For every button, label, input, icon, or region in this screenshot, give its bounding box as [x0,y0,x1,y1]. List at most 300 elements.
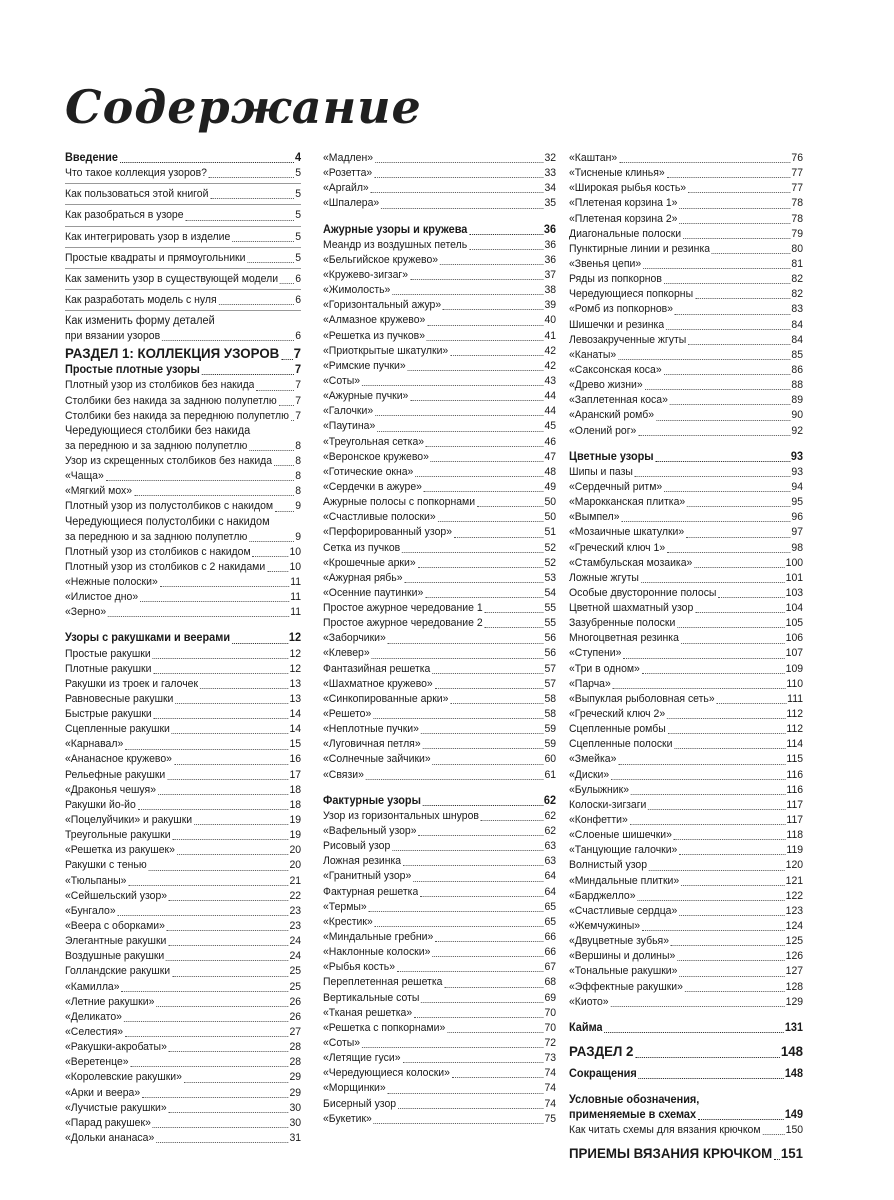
toc-entry[interactable] [323,677,556,692]
toc-entry[interactable] [323,662,556,677]
toc-section-heading[interactable] [569,1067,803,1082]
toc-entry[interactable] [323,389,556,404]
toc-entry[interactable] [323,824,556,839]
dot-leader [371,192,544,193]
toc-entry[interactable] [65,889,301,904]
toc-entry[interactable] [569,424,803,439]
toc-entry[interactable] [323,737,556,752]
toc-entry[interactable] [65,753,301,768]
toc-entry-title: «Звенья цепи» [569,257,642,270]
toc-entry[interactable] [65,230,301,245]
toc-entry[interactable] [323,525,556,540]
toc-entry[interactable] [323,571,556,586]
toc-entry-title: «Дольки ананаса» [65,1132,155,1144]
toc-entry[interactable] [65,166,301,181]
toc-entry[interactable] [569,272,803,287]
toc-entry[interactable] [65,980,301,995]
toc-section-heading[interactable] [569,1108,803,1123]
toc-entry[interactable] [569,995,803,1010]
toc-entry[interactable] [323,692,556,707]
toc-entry[interactable] [569,586,803,601]
toc-entry-title: «Готические окна» [323,465,414,478]
toc-entry[interactable] [569,904,803,919]
toc-entry[interactable] [569,166,803,181]
toc-entry[interactable] [569,707,803,722]
toc-entry[interactable] [569,181,803,196]
toc-entry-title: Как интегрировать узор в изделие [65,230,231,243]
dot-leader [611,779,785,780]
dot-leader [619,162,790,163]
toc-entry[interactable] [323,1066,556,1081]
toc-entry-title: «Решетка с попкорнами» [323,1021,446,1034]
toc-page-number: 128 [785,980,804,993]
toc-section-heading[interactable] [569,450,803,465]
toc-page-number: 10 [289,560,302,573]
toc-entry[interactable] [569,737,803,752]
toc-entry[interactable] [65,409,301,424]
toc-entry[interactable] [323,839,556,854]
toc-entry[interactable] [65,469,301,484]
toc-page-number: 74 [544,1067,557,1080]
toc-entry[interactable] [65,737,301,752]
toc-entry[interactable] [569,408,803,423]
dot-leader [618,764,785,765]
toc-entry[interactable] [569,677,803,692]
toc-entry[interactable] [65,722,301,737]
toc-entry[interactable] [65,707,301,722]
toc-entry-title: Узор из скрещенных столбиков без накида [65,454,273,467]
toc-entry[interactable] [323,374,556,389]
dot-leader [374,1123,544,1124]
toc-entry[interactable] [323,283,556,298]
toc-entry[interactable] [323,1051,556,1066]
toc-entry[interactable] [323,930,556,945]
toc-entry[interactable] [65,439,301,454]
toc-entry-line: Чередующиеся полустолбики с накидом [65,515,270,528]
toc-entry[interactable] [569,227,803,242]
toc-entry[interactable] [65,454,301,469]
toc-entry[interactable] [569,510,803,525]
toc-entry[interactable] [569,631,803,646]
toc-entry[interactable] [323,1097,556,1112]
dot-leader [649,870,785,871]
toc-page-number: 39 [544,299,557,312]
toc-entry[interactable] [569,647,803,662]
toc-entry[interactable] [65,208,301,223]
toc-entry[interactable] [323,329,556,344]
toc-entry[interactable] [323,900,556,915]
toc-entry[interactable] [323,768,556,783]
dot-leader [687,506,790,507]
toc-entry[interactable] [569,318,803,333]
toc-entry-title: РАЗДЕЛ 2 [569,1043,634,1060]
toc-entry[interactable] [323,465,556,480]
toc-entry[interactable] [323,359,556,374]
toc-entry[interactable] [323,151,556,166]
toc-entry[interactable] [65,251,301,266]
toc-entry[interactable] [65,272,301,287]
toc-entry[interactable] [569,798,803,813]
toc-entry-title: Цветной шахматный узор [569,602,694,615]
toc-entry[interactable] [323,253,556,268]
toc-page-number: 28 [289,1056,302,1069]
toc-spacer [569,1082,803,1093]
toc-page-number: 121 [785,874,804,887]
toc-entry[interactable] [65,1010,301,1025]
toc-entry[interactable] [323,854,556,869]
toc-entry[interactable] [323,181,556,196]
toc-entry-title: «Наклонные колоски» [323,946,431,959]
toc-entry[interactable] [323,1006,556,1021]
toc-entry[interactable] [569,465,803,480]
toc-entry[interactable] [65,575,301,590]
toc-entry[interactable] [569,752,803,767]
toc-page-number: 125 [785,935,804,948]
toc-entry[interactable] [323,268,556,283]
toc-entry[interactable] [65,1101,301,1116]
toc-entry[interactable] [65,843,301,858]
dot-leader [375,926,544,927]
toc-entry-title: «Синкопированные арки» [323,692,449,705]
toc-section-heading[interactable] [65,151,301,166]
toc-entry[interactable] [569,257,803,272]
toc-entry[interactable] [323,631,556,646]
toc-entry[interactable] [323,752,556,767]
toc-entry[interactable] [65,530,301,545]
toc-entry-title: Столбики без накида за переднюю полупетлю [65,409,289,422]
toc-entry[interactable] [65,874,301,889]
toc-entry[interactable] [569,525,803,540]
toc-entry-title: «Олений рог» [569,424,637,437]
toc-entry-title: Элегантные ракушки [65,935,167,948]
toc-entry[interactable] [323,722,556,737]
toc-page-number: 8 [295,439,302,452]
toc-page-number: 66 [544,931,557,944]
toc-entry[interactable] [323,616,556,631]
toc-entry[interactable] [323,707,556,722]
toc-entry-title: «Греческий ключ 2» [569,708,666,721]
toc-page-number: 4 [294,151,302,164]
toc-entry[interactable] [323,869,556,884]
toc-entry[interactable] [65,692,301,707]
dot-leader [667,177,791,178]
toc-entry-title: «Перфорированный узор» [323,526,453,539]
toc-entry[interactable] [569,196,803,211]
dot-leader [642,673,785,674]
toc-entry-title: применяемые в схемах [569,1109,697,1122]
toc-entry[interactable] [65,813,301,828]
toc-entry-title: «Кружево-зигзаг» [323,268,409,281]
toc-entry[interactable] [569,874,803,889]
dot-leader [443,309,543,310]
toc-page-number: 62 [543,794,557,807]
toc-entry[interactable] [65,934,301,949]
toc-page-number: 131 [784,1021,804,1034]
dot-leader [450,703,543,704]
toc-entry[interactable] [323,1021,556,1036]
toc-entry[interactable] [65,1116,301,1131]
toc-entry[interactable] [65,1070,301,1085]
toc-entry[interactable] [65,828,301,843]
toc-entry[interactable] [569,858,803,873]
toc-entry[interactable] [569,934,803,949]
toc-page-number: 75 [544,1112,557,1125]
toc-entry[interactable] [65,783,301,798]
toc-page-number: 21 [289,874,302,887]
toc-entry[interactable] [65,647,301,662]
toc-entry-title: «Плетеная корзина 2» [569,212,678,225]
dot-leader [485,627,544,628]
toc-entry[interactable] [569,302,803,317]
toc-entry[interactable] [569,363,803,378]
toc-entry[interactable] [323,809,556,824]
toc-entry[interactable] [323,510,556,525]
toc-column-1 [65,151,301,1146]
toc-page-number: 54 [544,586,557,599]
dot-leader [630,824,786,825]
toc-entry[interactable] [323,404,556,419]
toc-page-number: 9 [295,530,302,543]
toc-entry-title: «Ракушки-акробаты» [65,1041,167,1054]
toc-page-number: 118 [786,829,804,842]
toc-page-number: 96 [791,511,804,524]
toc-entry[interactable] [569,287,803,302]
dot-leader [392,850,543,851]
toc-entry-title: Простые плотные узоры [65,364,200,377]
toc-section-heading[interactable] [569,1144,803,1163]
toc-entry[interactable] [65,1040,301,1055]
toc-section-heading[interactable] [65,363,301,378]
toc-page-number: 59 [544,723,557,736]
divider [65,183,301,184]
toc-entry[interactable] [569,495,803,510]
toc-entry-title: Колоски-зигзаги [569,798,647,811]
toc-entry[interactable] [323,166,556,181]
toc-entry[interactable] [323,1112,556,1127]
toc-page-number: 23 [289,904,302,917]
toc-entry[interactable] [323,1081,556,1096]
toc-entry[interactable] [323,313,556,328]
toc-entry-title: Узор из горизонтальных шнуров [323,809,479,822]
toc-entry-title: «Мозаичные шкатулки» [569,526,685,539]
toc-entry[interactable] [323,945,556,960]
toc-section-heading[interactable] [323,794,556,809]
toc-section-heading[interactable] [569,1021,803,1036]
dot-leader [108,616,289,617]
dot-leader [432,956,543,957]
toc-entry[interactable] [65,545,301,560]
toc-entry[interactable] [569,151,803,166]
toc-entry-title: «Солнечные зайчики» [323,753,431,766]
toc-entry[interactable] [65,949,301,964]
toc-page-number: 11 [290,591,302,604]
toc-entry-title: «Гранитный узор» [323,870,412,883]
toc-entry[interactable] [569,378,803,393]
toc-entry[interactable] [323,344,556,359]
toc-entry[interactable] [569,348,803,363]
toc-entry-title: РАЗДЕЛ 1: КОЛЛЕКЦИЯ УЗОРОВ [65,345,280,362]
toc-entry[interactable] [569,843,803,858]
toc-entry[interactable] [323,480,556,495]
toc-entry[interactable] [65,662,301,677]
toc-entry[interactable] [65,995,301,1010]
dot-leader [172,733,289,734]
toc-entry[interactable] [65,798,301,813]
toc-entry[interactable] [569,813,803,828]
toc-entry-title: «Термы» [323,900,367,913]
toc-page-number: 11 [290,606,302,619]
toc-entry[interactable] [65,1055,301,1070]
toc-entry[interactable] [569,662,803,677]
toc-entry[interactable] [569,828,803,843]
toc-entry[interactable] [65,187,301,202]
toc-entry[interactable] [65,499,301,514]
toc-page-number: 9 [295,500,302,513]
dot-leader [683,238,790,239]
toc-page-number: 63 [544,840,557,853]
toc-entry[interactable] [323,419,556,434]
toc-entry-title: «Ажурные пучки» [323,390,409,403]
toc-entry[interactable] [569,722,803,737]
toc-entry[interactable] [323,541,556,556]
toc-entry[interactable] [569,919,803,934]
dot-leader [172,839,288,840]
toc-page-number: 44 [544,390,557,403]
dot-leader [426,446,543,447]
toc-entry-title: «Соты» [323,1037,361,1049]
toc-entry[interactable] [569,601,803,616]
toc-column-3 [569,151,803,1163]
toc-entry[interactable] [569,333,803,348]
toc-entry[interactable] [65,329,301,344]
toc-entry[interactable] [65,1025,301,1040]
toc-entry[interactable] [323,435,556,450]
toc-entry[interactable] [323,298,556,313]
toc-page-number: 58 [544,708,557,721]
toc-entry[interactable] [569,571,803,586]
toc-section-heading[interactable] [65,631,301,646]
toc-entry[interactable] [569,556,803,571]
dot-leader [667,718,785,719]
toc-entry[interactable] [569,480,803,495]
toc-page-number: 116 [786,768,804,781]
toc-entry[interactable] [569,1123,803,1138]
toc-entry[interactable] [65,1131,301,1146]
dot-leader [172,976,288,977]
toc-entry[interactable] [323,238,556,253]
toc-entry[interactable] [569,541,803,556]
toc-entry[interactable] [569,949,803,964]
toc-entry-title: «Аранский ромб» [569,409,655,422]
toc-page-number: 104 [785,602,804,615]
toc-entry[interactable] [569,242,803,257]
toc-section-heading[interactable] [323,223,556,238]
toc-entry[interactable] [323,1036,556,1051]
toc-entry[interactable] [65,1086,301,1101]
dot-leader [438,521,544,522]
toc-entry[interactable] [65,394,301,409]
toc-entry[interactable] [569,212,803,227]
toc-entry[interactable] [65,605,301,620]
toc-entry[interactable] [323,586,556,601]
toc-entry[interactable] [569,393,803,408]
toc-entry[interactable] [65,904,301,919]
toc-section-heading[interactable] [65,344,301,363]
toc-page-number: 63 [544,855,557,868]
dot-leader [398,1108,543,1109]
toc-entry-title: «Ананасное кружево» [65,753,172,766]
dot-leader [168,945,288,946]
toc-entry[interactable] [65,677,301,692]
toc-entry[interactable] [323,601,556,616]
toc-entry[interactable] [65,378,301,393]
toc-entry-title: «Заборчики» [323,632,386,645]
toc-entry[interactable] [569,768,803,783]
toc-entry-title: «Галочки» [323,405,374,418]
toc-entry-title: Плотные ракушки [65,662,152,675]
toc-entry[interactable] [323,991,556,1006]
toc-entry[interactable] [323,196,556,211]
toc-page-number: 58 [544,692,557,705]
toc-entry[interactable] [569,616,803,631]
toc-entry-title: «Шпалера» [323,197,380,210]
dot-leader [249,541,294,542]
toc-entry[interactable] [569,692,803,707]
toc-entry-title: Плотный узор из полустолбиков с накидом [65,500,274,513]
dot-leader [421,733,544,734]
toc-entry[interactable] [65,484,301,499]
dot-leader [210,198,294,199]
toc-entry-title: Узоры с ракушками и веерами [65,632,231,645]
toc-entry[interactable] [323,647,556,662]
toc-entry[interactable] [323,450,556,465]
dot-leader [232,241,294,242]
dot-leader [674,748,785,749]
dot-leader [410,400,543,401]
toc-entry[interactable] [65,560,301,575]
divider [65,268,301,269]
toc-entry[interactable] [569,964,803,979]
toc-entry-title: Бисерный узор [323,1097,397,1110]
toc-entry[interactable] [323,915,556,930]
toc-page-number: 35 [544,197,557,210]
dot-leader [718,597,784,598]
toc-entry[interactable] [569,980,803,995]
dot-leader [388,1093,544,1094]
toc-entry-title: «Саксонская коса» [569,363,662,376]
toc-entry[interactable] [323,495,556,510]
toc-entry[interactable] [65,858,301,873]
toc-entry[interactable] [65,919,301,934]
toc-entry[interactable] [569,783,803,798]
toc-entry[interactable] [569,889,803,904]
toc-entry[interactable] [65,964,301,979]
toc-entry[interactable] [65,590,301,605]
toc-page-number: 65 [544,915,557,928]
toc-entry[interactable] [65,768,301,783]
toc-page-number: 72 [544,1037,557,1049]
toc-entry[interactable] [65,293,301,308]
toc-entry-title: Сцепленные полоски [569,738,673,751]
toc-entry[interactable] [323,975,556,990]
dot-leader [425,597,543,598]
dot-leader [435,941,543,942]
toc-section-heading[interactable] [569,1042,803,1061]
toc-entry[interactable] [323,556,556,571]
toc-page-number: 79 [791,227,804,240]
toc-entry[interactable] [323,885,556,900]
toc-entry[interactable] [323,960,556,975]
